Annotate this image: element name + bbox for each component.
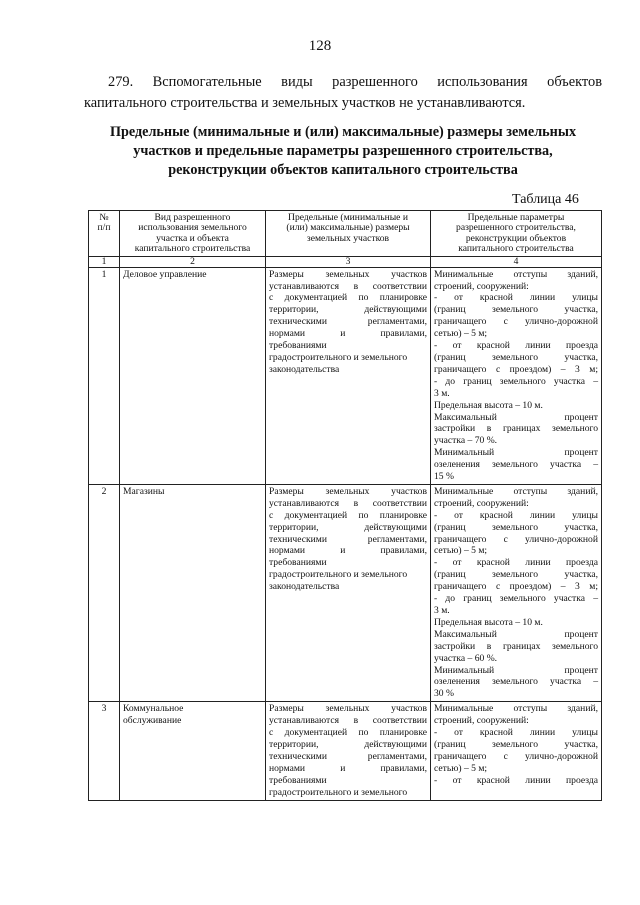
header-line: Вид разрешенного	[154, 212, 231, 223]
cell-line: - от красной линии улицы	[434, 292, 598, 304]
cell-line: устанавливаются в соответствии	[269, 497, 427, 509]
cell-line: озеленения земельного участка –	[434, 459, 598, 471]
cell-line: (границ земельного участка,	[434, 738, 598, 750]
table-header-row	[89, 211, 602, 257]
cell-line: участка – 60 %.	[434, 652, 498, 664]
cell-line: граничащего с проездом) – 3 м;	[434, 581, 598, 593]
cell-line: граничащего с проездом) – 3 м;	[434, 363, 598, 375]
cell-line: граничащего с улично-дорожной	[434, 316, 598, 328]
header-line: №	[99, 212, 109, 223]
plot-sizes-cell	[266, 702, 431, 800]
table-row	[89, 702, 602, 800]
cell-line: с документацией по планировке	[269, 292, 427, 304]
cell-line: требованиями	[269, 557, 327, 569]
cell-line: строений, сооружений:	[434, 497, 529, 509]
cell-line: территории, действующими	[269, 521, 427, 533]
section-heading	[84, 123, 602, 180]
heading-line: реконструкции объектов капитального строительства	[168, 162, 518, 178]
cell-line: - от красной линии улицы	[434, 509, 598, 521]
cell-line: Размеры земельных участков	[269, 703, 427, 715]
cell-line: законодательства	[269, 581, 340, 593]
cell-line: Максимальный процент	[434, 411, 598, 423]
cell-line: нормами и правилами,	[269, 328, 427, 340]
cell-line: градостроительного и земельного	[269, 351, 408, 363]
land-use-parameters-table	[88, 210, 602, 801]
cell-line: сетью) – 5 м;	[434, 762, 488, 774]
cell-line: с документацией по планировке	[269, 509, 427, 521]
cell-line: устанавливаются в соответствии	[269, 715, 427, 727]
construction-params-cell	[431, 484, 602, 701]
cell-line: Минимальные отступы зданий,	[434, 268, 598, 280]
cell-line: участка – 70 %.	[434, 435, 498, 447]
cell-line: застройки в границах земельного	[434, 423, 598, 435]
column-number-row	[89, 256, 602, 267]
column-number: 1	[89, 256, 120, 267]
row-number-cell: 2	[89, 484, 120, 701]
cell-line: требованиями	[269, 774, 327, 786]
cell-line: - от красной линии проезда	[434, 774, 598, 786]
cell-line: Минимальные отступы зданий,	[434, 703, 598, 715]
cell-line: строений, сооружений:	[434, 715, 529, 727]
cell-line: 30 %	[434, 688, 454, 700]
cell-line: Предельная высота – 10 м.	[434, 616, 543, 628]
cell-line: техническими регламентами,	[269, 533, 427, 545]
cell-line: градостроительного и земельного	[269, 786, 408, 798]
cell-line: территории, действующими	[269, 304, 427, 316]
cell-line: сетью) – 5 м;	[434, 328, 488, 340]
cell-line: застройки в границах земельного	[434, 640, 598, 652]
header-line: участка и объекта	[156, 232, 229, 244]
cell-line: - от красной линии проезда	[434, 557, 598, 569]
header-line: разрешенного строительства,	[456, 222, 576, 234]
header-line: капитального строительства	[134, 243, 251, 255]
cell-line: Максимальный процент	[434, 628, 598, 640]
cell-line: техническими регламентами,	[269, 750, 427, 762]
page-number: 128	[308, 38, 332, 54]
header-line: (или) максимальные) размеры	[286, 222, 410, 234]
header-cell-number	[89, 211, 120, 257]
cell-line: Магазины	[123, 485, 165, 497]
cell-line: территории, действующими	[269, 738, 427, 750]
cell-line: граничащего с улично-дорожной	[434, 533, 598, 545]
cell-line: обслуживание	[123, 715, 182, 727]
header-line: земельных участков	[306, 232, 390, 244]
cell-line: озеленения земельного участка –	[434, 676, 598, 688]
row-number-cell: 3	[89, 702, 120, 800]
header-cell-use-type	[120, 211, 266, 257]
cell-line: Минимальные отступы зданий,	[434, 485, 598, 497]
intro-line: капитального строительства и земельных участков не устанавливаются.	[84, 95, 526, 111]
header-line: Предельные параметры	[467, 212, 565, 223]
cell-line: - от красной линии проезда	[434, 340, 598, 352]
cell-line: - до границ земельного участка –	[434, 375, 598, 387]
column-number: 2	[120, 256, 266, 267]
cell-line: Коммунальное	[123, 703, 184, 715]
use-type-cell	[120, 484, 266, 701]
cell-line: 3 м.	[434, 605, 450, 616]
header-line: п/п	[97, 222, 111, 234]
table-row	[89, 267, 602, 484]
cell-line: (границ земельного участка,	[434, 351, 598, 363]
header-line: Предельные (минимальные и	[288, 212, 408, 223]
cell-line: 15 %	[434, 471, 454, 483]
row-number-cell: 1	[89, 267, 120, 484]
cell-line: строений, сооружений:	[434, 280, 529, 292]
header-line: капитального строительства	[458, 243, 574, 255]
heading-line: Предельные (минимальные и (или) максимальные) размеры земельных	[109, 124, 577, 140]
table-row	[89, 484, 602, 701]
construction-params-cell	[431, 267, 602, 484]
column-number: 3	[266, 256, 431, 267]
cell-line: нормами и правилами,	[269, 545, 427, 557]
cell-line: требованиями	[269, 340, 327, 352]
column-number: 4	[431, 256, 602, 267]
construction-params-cell	[431, 702, 602, 800]
cell-line: граничащего с улично-дорожной	[434, 750, 598, 762]
header-line: использования земельного	[138, 222, 247, 234]
cell-line: устанавливаются в соответствии	[269, 280, 427, 292]
cell-line: Размеры земельных участков	[269, 485, 427, 497]
use-type-cell	[120, 702, 266, 800]
cell-line: 3 м.	[434, 387, 450, 399]
header-line: реконструкции объектов	[465, 232, 567, 244]
header-cell-construction-params	[431, 211, 602, 257]
cell-line: Размеры земельных участков	[269, 268, 427, 280]
cell-line: с документацией по планировке	[269, 727, 427, 739]
plot-sizes-cell	[266, 484, 431, 701]
table-label: Таблица 46	[512, 192, 579, 207]
intro-paragraph	[84, 72, 602, 114]
plot-sizes-cell	[266, 267, 431, 484]
cell-line: Минимальный процент	[434, 447, 598, 459]
cell-line: сетью) – 5 м;	[434, 545, 488, 557]
cell-line: техническими регламентами,	[269, 316, 427, 328]
cell-line: нормами и правилами,	[269, 762, 427, 774]
cell-line: Деловое управление	[123, 268, 207, 280]
cell-line: - от красной линии улицы	[434, 727, 598, 739]
cell-line: законодательства	[269, 363, 340, 375]
cell-line: (границ земельного участка,	[434, 521, 598, 533]
heading-line: участков и предельные параметры разрешенного строительства,	[133, 143, 553, 159]
cell-line: градостроительного и земельного	[269, 569, 408, 581]
cell-line: (границ земельного участка,	[434, 569, 598, 581]
cell-line: - до границ земельного участка –	[434, 593, 598, 605]
cell-line: Предельная высота – 10 м.	[434, 399, 543, 411]
intro-line: 279. Вспомогательные виды разрешенного использования объектов	[108, 74, 602, 90]
header-cell-plot-sizes	[266, 211, 431, 257]
cell-line: (границ земельного участка,	[434, 304, 598, 316]
use-type-cell	[120, 267, 266, 484]
cell-line: Минимальный процент	[434, 664, 598, 676]
